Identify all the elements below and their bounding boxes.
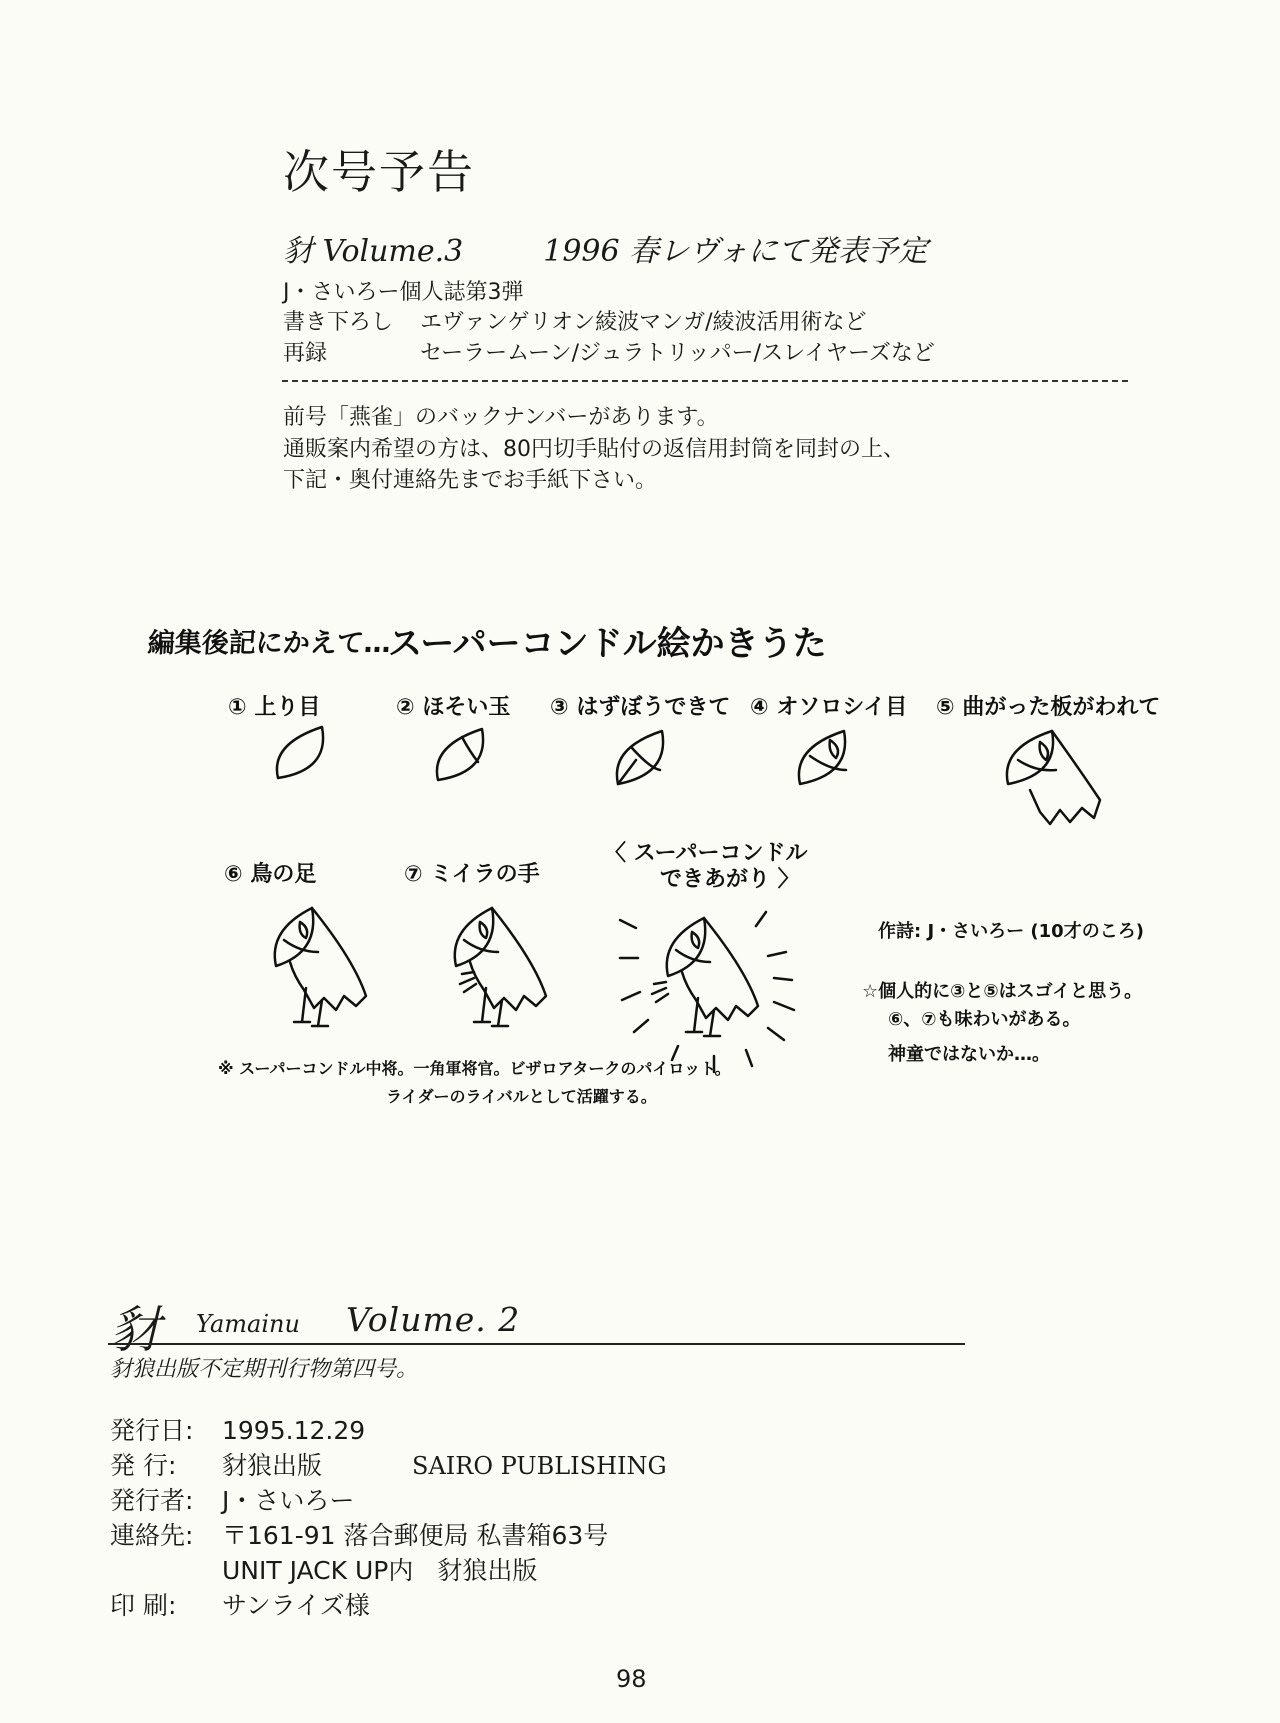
publisher-label: 発 行: [110,1451,177,1480]
publisher-value: 豺狼出版 [222,1451,323,1480]
step-6-label: ⑥ 鳥の足 [224,862,317,887]
contact-row-2 [222,1551,537,1587]
drawing-step-5 [1007,731,1100,824]
preview-heading: 次号予告 [283,145,475,199]
condor-caption-1: ※ スーパーコンドル中将。一角軍将官。ビザロアタークのパイロット。 [218,1059,731,1078]
publisher-row [110,1446,667,1482]
drawing-step-4 [799,731,846,784]
step-7-label: ⑦ ミイラの手 [404,862,540,887]
preview-date: 1996 春レヴォにて発表予定 [543,234,928,269]
editor-value: J・さいろー [222,1486,355,1515]
done-label-2: できあがり 〉 [660,867,800,892]
step-1-label: ① 上り目 [228,695,321,720]
colophon-volume: Volume. 2 [346,1300,521,1339]
issue-date-value: 1995.12.29 [222,1416,366,1445]
colophon-rule [108,1343,965,1345]
colophon-name: Yamainu [196,1310,300,1338]
editor-row [110,1481,354,1517]
back-number-line-3: 下記・奥付連絡先までお手紙下さい。 [283,468,658,493]
comment-line-2: ⑥、⑦も味わいがある。 [888,1009,1081,1030]
editor-label: 発行者: [110,1486,194,1515]
contact-label: 連絡先: [110,1521,194,1550]
step-4-label: ④ オソロシイ目 [750,695,908,720]
contact-value-2: UNIT JACK UP内 [222,1556,414,1585]
colophon-subtitle: 豺狼出版不定期刊行物第四号。 [110,1357,419,1382]
back-number-line-2: 通販案内希望の方は、80円切手貼付の返信用封筒を同封の上、 [283,437,905,462]
step-2-label: ② ほそい玉 [396,695,511,720]
back-number-line-1: 前号「燕雀」のバックナンバーがあります。 [283,405,719,430]
preview-volume: 豺 Volume.3 [283,234,464,269]
comment-line-3: 神童ではないか…。 [888,1044,1050,1065]
preview-line-2-label: 書き下ろし [283,310,394,335]
preview-line-3-label: 再録 [283,341,328,366]
printer-row [110,1586,370,1622]
credit-note: 作詩: J・さいろー (10才のころ) [878,921,1144,942]
step-3-label: ③ はずぼうできて [550,695,731,720]
contact-value-2b: 豺狼出版 [437,1556,538,1585]
colophon-logo: 豺 [110,1301,160,1359]
printer-label: 印 刷: [110,1591,177,1620]
publisher-english: SAIRO PUBLISHING [412,1452,667,1480]
preview-line-1: J・さいろー個人誌第3弾 [283,280,524,305]
printer-value: サンライズ様 [222,1591,370,1620]
issue-date-label: 発行日: [110,1416,194,1445]
condor-caption-2: ライダーのライバルとして活躍する。 [386,1087,657,1106]
drawing-step-6 [275,908,366,1026]
drawing-step-2 [437,729,483,780]
done-label-1: 〈 スーパーコンドル [604,841,808,866]
preview-line-3-value: セーラームーン/ジュラトリッパー/スレイヤーズなど [420,341,935,366]
drawing-finished-condor [620,912,794,1072]
issue-date-row [110,1411,365,1447]
afterword-title: スーパーコンドル絵かきうた [388,624,827,664]
drawing-step-1 [277,727,323,778]
step-5-label: ⑤ 曲がった板がわれて [936,695,1161,720]
afterword-label: 編集後記にかえて… [146,628,392,659]
page-number: 98 [616,1665,647,1693]
contact-row [110,1516,608,1552]
preview-line-2-value: エヴァンゲリオン綾波マンガ/綾波活用術など [420,310,867,335]
drawing-step-7 [455,908,546,1026]
drawing-step-3 [617,731,663,784]
comment-line-1: ☆個人的に③と⑤はスゴイと思う。 [862,981,1143,1002]
contact-value: 〒161-91 落合郵便局 私書箱63号 [222,1521,609,1550]
